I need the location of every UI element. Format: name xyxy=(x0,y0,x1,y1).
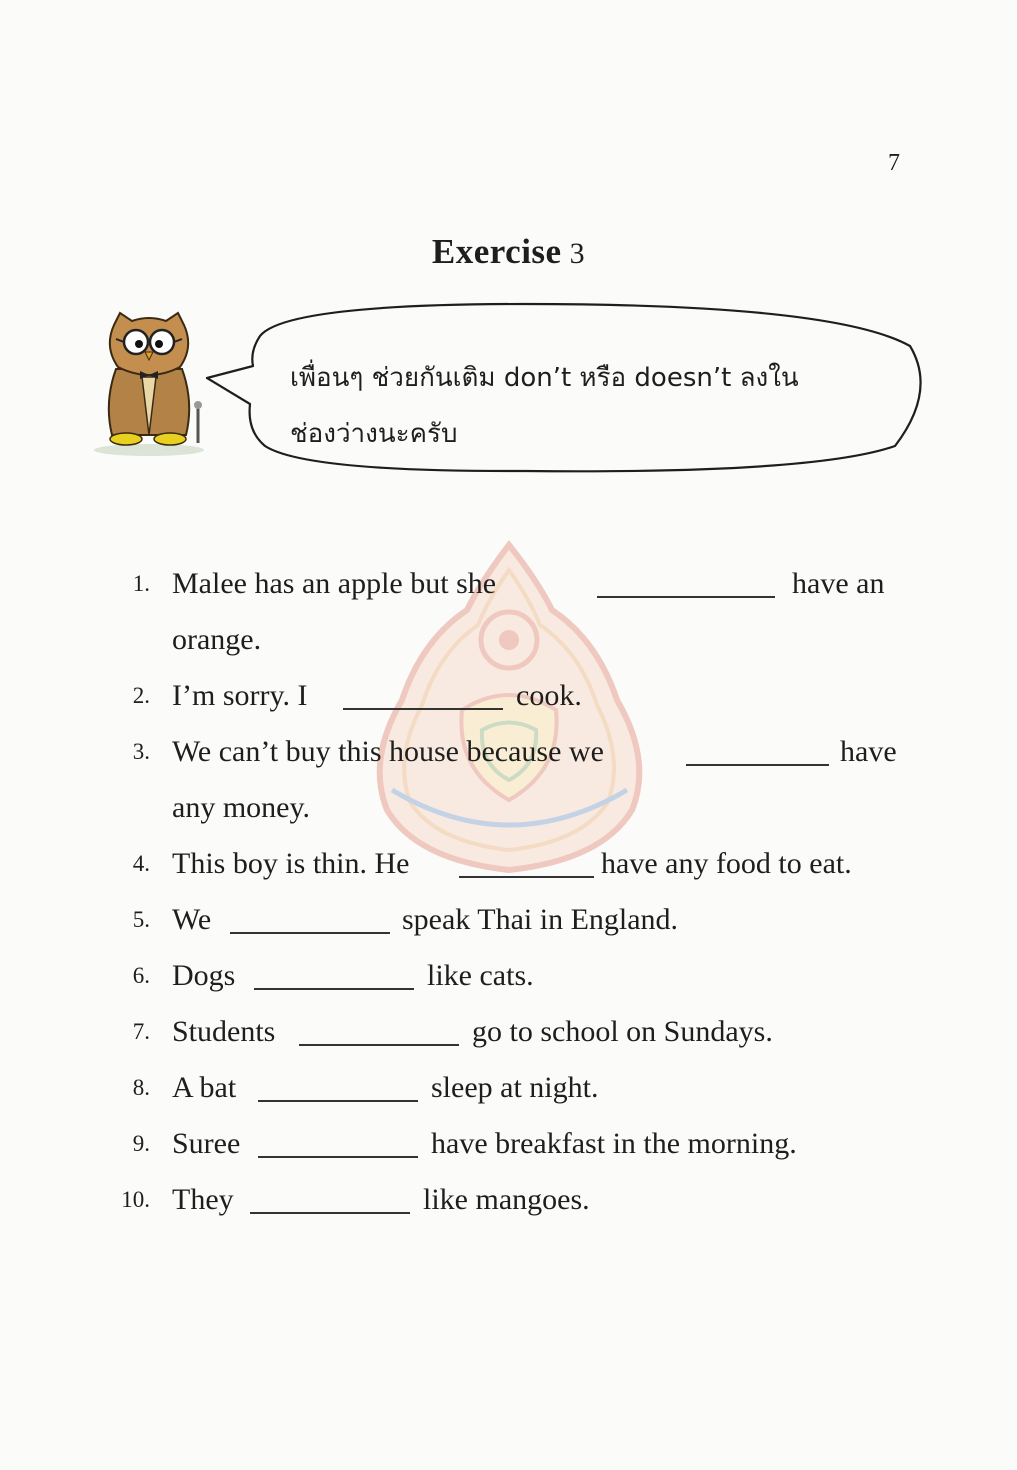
question-text-before: Students xyxy=(172,1015,276,1048)
question-text-continued: orange. xyxy=(172,623,262,656)
answer-blank[interactable] xyxy=(343,708,503,710)
question-text-before: A bat xyxy=(172,1071,237,1104)
question-number: 2. xyxy=(132,683,150,708)
question-number: 1. xyxy=(132,571,150,596)
answer-blank[interactable] xyxy=(258,1156,418,1158)
speech-bubble-text xyxy=(290,350,900,462)
question-text-continued: any money. xyxy=(172,791,311,824)
page-number: 7 xyxy=(888,150,900,176)
question-number: 7. xyxy=(132,1019,150,1044)
speech-bubble-line2: ช่องว่างนะครับ xyxy=(290,419,458,449)
question-number: 5. xyxy=(132,907,150,932)
question-text-before: This boy is thin. He xyxy=(172,847,410,880)
answer-blank[interactable] xyxy=(254,988,414,990)
question-text-after: have an xyxy=(792,567,885,600)
answer-blank[interactable] xyxy=(250,1212,410,1214)
question-text-before: We xyxy=(172,903,212,936)
question-number: 6. xyxy=(132,963,150,988)
exercise-title-word: Exercise xyxy=(431,232,562,271)
question-text-after: like cats. xyxy=(427,959,534,992)
answer-blank[interactable] xyxy=(459,876,594,878)
question-number: 3. xyxy=(132,739,150,764)
question-text-after: like mangoes. xyxy=(423,1183,590,1216)
question-text-after: have breakfast in the morning. xyxy=(431,1127,797,1160)
question-number: 8. xyxy=(132,1075,150,1100)
question-text-after: speak Thai in England. xyxy=(402,903,679,936)
question-number: 10. xyxy=(121,1187,150,1212)
exercise-title-number: 3 xyxy=(569,237,586,270)
exercise-title xyxy=(0,232,1017,272)
question-number: 4. xyxy=(132,851,150,876)
question-text-after: have any food to eat. xyxy=(601,847,852,880)
question-text-before: They xyxy=(172,1183,234,1216)
question-text-before: I’m sorry. I xyxy=(172,679,308,712)
speech-bubble-line1: เพื่อนๆ ช่วยกันเติม don’t หรือ doesn’t ลงใน xyxy=(290,363,799,393)
question-text-before: Suree xyxy=(172,1127,241,1160)
question-text-after: cook. xyxy=(516,679,582,712)
question-text-before: Malee has an apple but she xyxy=(172,567,497,600)
question-text-before: Dogs xyxy=(172,959,236,992)
question-text-after: sleep at night. xyxy=(431,1071,599,1104)
answer-blank[interactable] xyxy=(597,596,775,598)
question-number: 9. xyxy=(132,1131,150,1156)
answer-blank[interactable] xyxy=(230,932,390,934)
question-text-after: have xyxy=(840,735,897,768)
question-text-before: We can’t buy this house because we xyxy=(172,735,604,768)
answer-blank[interactable] xyxy=(299,1044,459,1046)
answer-blank[interactable] xyxy=(686,764,829,766)
question-text-after: go to school on Sundays. xyxy=(472,1015,773,1048)
answer-blank[interactable] xyxy=(258,1100,418,1102)
